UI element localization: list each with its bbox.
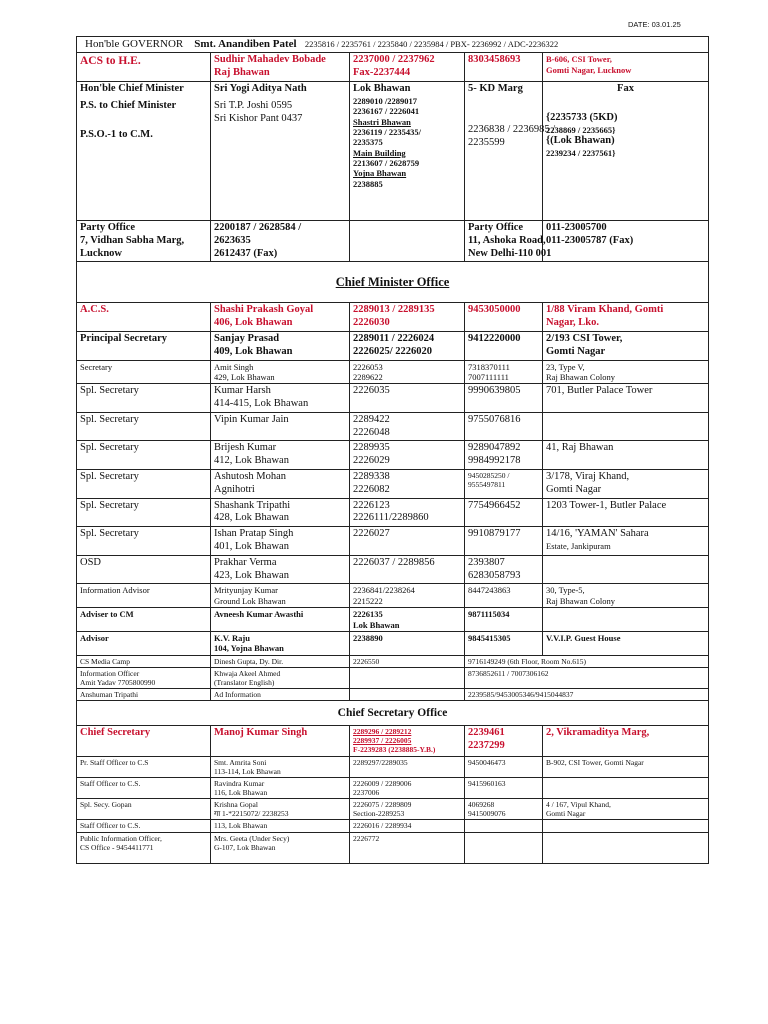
table-row: Spl. Secretary Ishan Pratap Singh 401, Lok Bhawan 2226027 9910879177 14/16, 'YAMAN' Sahara Estate, Jankipuram xyxy=(77,527,709,556)
acs-he-mobile: 8303458693 xyxy=(465,53,543,82)
governor-phones: 2235816 / 2235761 / 2235840 / 2235984 / PBX- 2236992 / ADC-2236322 xyxy=(304,39,559,49)
cm-name: Sri Yogi Aditya Nath xyxy=(214,83,307,94)
directory-table xyxy=(76,36,709,864)
table-row: Adviser to CM Avneesh Kumar Awasthi 2226135 Lok Bhawan 9871115034 xyxy=(77,608,709,632)
cso-head-office: 2289296 / 2289212 2289937 / 2226005 F-2239283 (2238885-Y.B.) xyxy=(350,726,465,756)
cm-fax: Fax {2235733 (5KD) 2238869 / 2235665} {(Lok Bhawan) 2239234 / 2237561} xyxy=(543,82,709,221)
acs-he-label: ACS to H.E. xyxy=(77,53,211,82)
cso-head-label: Chief Secretary xyxy=(77,726,211,756)
table-row: Secretary Amit Singh 429, Lok Bhawan 2226053 2289622 7318370111 7007111111 23, Type V, Raj Bhawan Colony xyxy=(77,360,709,384)
acs-he-name: Sudhir Mahadev Bobade Raj Bhawan xyxy=(211,53,350,82)
party-delhi-label: Party Office 11, Ashoka Road, New Delhi-110 001 xyxy=(465,221,543,262)
table-row: Spl. Secretary Kumar Harsh 414-415, Lok Bhawan 2226035 9990639805 701, Butler Palace Tower xyxy=(77,384,709,413)
cso-head-address: 2, Vikramaditya Marg, xyxy=(543,726,709,756)
cmo-section-row xyxy=(77,262,709,303)
cmo-acs-office: 2289013 / 2289135 2226030 xyxy=(350,303,465,332)
ps-label: P.S. to Chief Minister xyxy=(80,99,177,111)
cso-section-row xyxy=(77,701,709,726)
cso-head-mobile: 2239461 2237299 xyxy=(465,726,543,756)
party-office-empty xyxy=(350,221,465,262)
acs-he-office: 2237000 / 2237962 Fax-2237444 xyxy=(350,53,465,82)
cso-section-title: Chief Secretary Office xyxy=(77,701,709,726)
table-row: Spl. Secretary Brijesh Kumar 412, Lok Bhawan 2289935 2226029 9289047892 9984992178 41, Raj Bhawan xyxy=(77,441,709,470)
cmo-section-title: Chief Minister Office xyxy=(335,274,450,289)
party-office-row xyxy=(77,221,709,262)
cm-row xyxy=(77,82,709,221)
cm-names: Sri Yogi Aditya Nath Sri T.P. Joshi 0595 Sri Kishor Pant 0437 xyxy=(211,82,350,221)
table-row: Advisor K.V. Raju 104, Yojna Bhawan 2238890 9845415305 V.V.I.P. Guest House xyxy=(77,631,709,655)
table-row: Staff Officer to C.S. Ravindra Kumar 116, Lok Bhawan 2226009 / 2289006 2237006 9415960163 xyxy=(77,777,709,798)
cso-head-name: Manoj Kumar Singh xyxy=(211,726,350,756)
table-row: Principal Secretary Sanjay Prasad 409, Lok Bhawan 2289011 / 2226024 2226025/ 2226020 9412220000 2/193 CSI Tower, Gomti Nagar xyxy=(77,331,709,360)
table-row: Public Information Officer, CS Office - 9454411771 Mrs. Geeta (Under Secy) G-107, Lok Bhawan 2226772 xyxy=(77,832,709,863)
cm-residence-phone: 2235599 xyxy=(468,136,505,148)
table-row: Pr. Staff Officer to C.S Smt. Amrita Soni 113-114, Lok Bhawan 2289297/2289035 9450046473 B-902, CSI Tower, Gomti Nagar xyxy=(77,756,709,777)
acs-he-address: B-606, CSI Tower, Gomti Nagar, Lucknow xyxy=(543,53,709,82)
table-row: Anshuman Tripathi Ad Information 2239585/9453005346/9415044837 xyxy=(77,689,709,701)
cmo-acs-mobile: 9453050000 xyxy=(465,303,543,332)
cm-label: Hon'ble Chief Minister xyxy=(80,83,184,94)
table-row: Spl. Secy. Gopan Krishna Gopal गा 1-*2215072/ 2238253 2226075 / 2289809 Section-2289253 4069268 9415009076 4 / 167, Vipul Khand, Gomti Nagar xyxy=(77,799,709,820)
cm-labels xyxy=(77,82,211,221)
cm-residence-phone: 2236838 / 2236985 / xyxy=(468,123,556,135)
table-row: Information Advisor Mrityunjay Kumar Ground Lok Bhawan 2236841/2238264 2215222 8447243863 30, Type-5, Raj Bhawan Colony xyxy=(77,584,709,608)
directory-sheet xyxy=(76,36,708,864)
cm-residence: 5- KD Marg 2236838 / 2236985 / 2235599 xyxy=(465,82,543,221)
table-row: Spl. Secretary Shashank Tripathi 428, Lok Bhawan 2226123 2226111/2289860 7754966452 1203 Tower-1, Butler Palace xyxy=(77,498,709,527)
governor-name: Smt. Anandiben Patel xyxy=(194,38,297,50)
table-row: OSD Prakhar Verma 423, Lok Bhawan 2226037 / 2289856 2393807 6283058793 xyxy=(77,555,709,584)
party-office-phones: 2200187 / 2628584 / 2623635 2612437 (Fax) xyxy=(211,221,350,262)
party-delhi-phones: 011-23005700 011-23005787 (Fax) xyxy=(543,221,709,262)
cmo-acs-name: Shashi Prakash Goyal 406, Lok Bhawan xyxy=(211,303,350,332)
document-date: DATE: 03.01.25 xyxy=(628,20,681,29)
governor-row xyxy=(77,37,709,53)
cso-head-row xyxy=(77,726,709,756)
table-row: Information Officer Amit Yadav 7705800990 Khwaja Akeel Ahmed (Translator English) 8736852611 / 7007306162 xyxy=(77,667,709,688)
cm-office-phones: Lok Bhawan 2289010 /2289017 2236167 / 2226041 Shastri Bhawan 2236119 / 2235435/ 2235375 Main Building 2213607 / 2628759 Yojna Bhawan 2238885 xyxy=(350,82,465,221)
cmo-acs-label: A.C.S. xyxy=(77,303,211,332)
cmo-acs-row xyxy=(77,303,709,332)
party-office-label: Party Office 7, Vidhan Sabha Marg, Lucknow xyxy=(77,221,211,262)
table-row: Staff Officer to C.S. 113, Lok Bhawan 2226016 / 2289934 xyxy=(77,820,709,832)
table-row: Spl. Secretary Ashutosh Mohan Agnihotri 2289338 2226082 9450285250 / 9555497811 3/178, Viraj Khand, Gomti Nagar xyxy=(77,470,709,499)
table-row: Spl. Secretary Vipin Kumar Jain 2289422 2226048 9755076816 xyxy=(77,412,709,441)
table-row: CS Media Camp Dinesh Gupta, Dy. Dir. 2226550 9716149249 (6th Floor, Room No.615) xyxy=(77,655,709,667)
cmo-acs-address: 1/88 Viram Khand, Gomti Nagar, Lko. xyxy=(543,303,709,332)
pso-label: P.S.O.-1 to C.M. xyxy=(80,128,153,140)
governor-label: Hon'ble GOVERNOR xyxy=(85,38,184,50)
acs-he-row xyxy=(77,53,709,82)
